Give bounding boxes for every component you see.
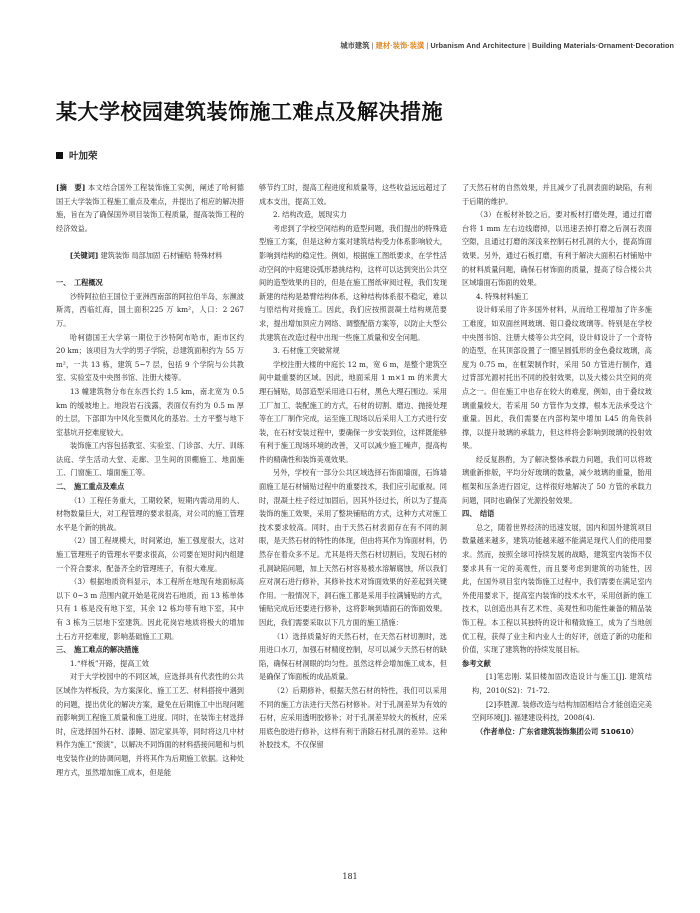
subsection-heading: 3. 石材施工突破常规 <box>273 346 340 356</box>
square-bullet-icon <box>56 152 63 159</box>
paragraph: 经反复斟酌，为了解决整体承载力问题，我们可以将玻璃重新排版，平均分好玻璃的数量，减少玻璃的重量，胎用框架和压条进行固定，这样很好地解决了 50 方管的承载力问题，同时也确保了光源投射效果。 <box>462 454 652 505</box>
journal-header: 城市建筑 | 建材·装饰·装潢 | Urbanism And Architecture | Building Materials·Ornament·Decoration <box>340 41 674 50</box>
header-section-2: 建材·装饰·装潢 <box>375 41 425 50</box>
paragraph: 设计师采用了许多国外材料，从而给工程增加了许多施工难度，如双面丝网玻璃、钼口叠纹玻璃等。特别是在学校中央图书馆、注册大楼等公共空间，设计师设计了一个奇特的造型，在其顶部设置了一圈呈圆弧形的金色叠纹玻璃，高度为 0.75 m，在框架制作时，采用 50 方管进行制作，通过背部光源衬托出不同的投射效果，以及大楼公共空间的亮点之一。但在施工中也存在较大的难度，例如，由于叠纹玻璃重量较大，若采用 50 方管作为支撑，根本无法承受这个重量。因此，我们需要在内部构架中增加 L45 的角铁斜撑，以提升玻璃的承载力，但这样将会影响到玻璃的投射效果。 <box>462 305 652 451</box>
article-title: 某大学校园建筑装饰施工难点及解决措施 <box>56 100 443 124</box>
paragraph: 另外，学校有一部分公共区域选择石饰面墙面，石饰墙面施工是石材铺贴过程中的重要技术，我们应引起重视。同时，混凝土柱子经过加固后，因其外径过长，所以为了提高装饰的施工效果，采用了整块铺贴的方式，这种方式对施工技术要求较高。同时，由于天然石材表面存在有不同的洞眼，是天然石材的特性的体现，但由将其作为饰面材料，仍然存在着众多不足。尤其是将天然石材切割后，发现石材的孔洞缺陷问题，加上天然石材容易被水溶解腐蚀，所以我们应对洞石进行修补，其修补技术对饰面效果的好差起到关键作用。一般情况下，洞石施工都是采用手拉满铺贴的方式，铺贴完成后还要进行修补，这将影响到墙面石的饰面效果。因此，我们需要采取以下几方面的施工措施： <box>259 468 447 627</box>
column-3 <box>462 181 652 738</box>
column-1-body <box>56 276 244 779</box>
reference-item: [2]李胜源. 装修改造与结构加固相结合才能创造完美空间环境[J]. 福建建设科技，2008(4). <box>472 699 652 723</box>
subsection-heading: 1.“样板”开路，提高工效 <box>70 658 149 668</box>
paragraph: （1）选择质量好的天然石材，在天然石材切割时，选用进口水刀，加强石材精度控制，尽可以减少天然石材的缺陷，确保石材洞眼的均匀性。虽然这样会增加施工成本，但是确保了饰面板的成品质量。 <box>259 631 447 682</box>
keywords <box>56 249 244 263</box>
paragraph: 哈柯德国王大学第一期位于沙特阿布哈市，距市区约 20 km；该项目为大学的男子学院，总建筑面积约为 55 万 m²，一共 13 栋，建筑 5~7 层，包括 9 个学院与公共教室、实验室及中央图书馆、注册大楼等。 <box>56 332 244 383</box>
author-affiliation: （作者单位：广东省建筑装饰集团公司 510610） <box>476 726 638 736</box>
abstract-label: [摘 要] <box>56 183 86 192</box>
column-2 <box>259 181 447 752</box>
paragraph: （1）工程任务重大，工期较紧，短期内需动用的人、材物数量巨大，对工程管理的要求很高，对公司的施工管理水平是个新的挑战。 <box>56 495 244 532</box>
column-3-body <box>462 181 652 738</box>
header-section-4: Building Materials·Ornament·Decoration <box>532 41 674 50</box>
section-heading: 三、 施工难点的解决措施 <box>56 645 139 655</box>
paragraph: 13 幢建筑物分布在东西长约 1.5 km，南北宽为 0.5 km 的缓坡地上。地段岩石浅露，表面仅有约为 0.5 m 厚的土层，下部即为中风化至微风化的基岩。土方平整与地下室基坑开挖难度较大。 <box>56 386 244 437</box>
abstract <box>56 181 244 235</box>
author-name: 叶加荣 <box>69 151 98 162</box>
header-section-1: 城市建筑 <box>340 41 370 50</box>
section-heading: 二、 施工重点及难点 <box>56 482 125 492</box>
paragraph: 了天然石材的自然效果，并且减少了孔洞表面的缺陷，有利于后期的维护。 <box>462 183 652 206</box>
subsection-heading: 2. 结构改造，展现实力 <box>273 210 347 220</box>
paragraph: 总之，随着世界经济的迅速发展，国内和国外建筑项目数量越来越多，建筑功能越来越不能满足现代人们的使用要求。然而，按照全球可持续发展的战略，建筑室内装饰不仅要求具有一定的美观性，而且要考虑到建筑的功能性，因此，在国外项目室内装饰施工过程中，我们需要在满足室内外使用要求下，提高室内装饰的技术水平，采用创新的施工技术，以创造出具有艺术性、美观性和功能性兼备的精品装饰工程。本工程以其独特的设计和精致施工，成为了当地创优工程，获得了业主和内业人士的好评，创造了新的功能和价值，实现了建筑物的持续发展目标。 <box>462 522 652 655</box>
paragraph: 够节约工时，提高工程进度和质量等，这些收益远远超过了成本支出，提高工效。 <box>259 183 447 206</box>
page-number: 181 <box>342 872 358 881</box>
paragraph: 沙特阿拉伯王国位于亚洲西南部的阿拉伯半岛，东濒波斯湾，西临红海，国土面积225 万 km²，人口：2 267 万。 <box>56 291 244 328</box>
header-section-3: Urbanism And Architecture <box>430 41 526 50</box>
paragraph: 装饰施工内容包括教室、实验室、门诊部、大厅、训练法庭、学生活动大堂、走廊、卫生间的顶棚施工、地面施工、门窗施工、墙面施工等。 <box>56 441 244 478</box>
section-heading: 一、 工程概况 <box>56 278 103 288</box>
section-heading: 四、 结语 <box>462 509 495 519</box>
section-heading: 参考文献 <box>462 658 491 668</box>
reference-item: [1]笔忠刚. 某旧楼加固改造设计与施工[J]. 建筑结构，2010(S2)：71-72. <box>472 672 652 695</box>
paragraph: （3）在板材补胶之后，要对板材打磨处理，通过打磨台将 1 mm 左右边线磨掉，以迅速丢掉打磨之后洞石表面空隙，且通过打磨的深浅来控制石材孔洞的大小，提高饰面效果。另外，通过石板打磨，有利于解决大面积石材铺贴中的材料质量问题，确保石材饰面的质量，提高了综合楼公共区域墙面石饰面的效果。 <box>462 210 652 288</box>
paragraph: 学校注册大楼的中庭长 12 m，宽 6 m，是整个建筑空间中最重要的区域。因此，地面采用 1 m×1 m 的米黄大理石铺贴，局部造型采用进口石材，黑色大理石围边。采用工厂加工、装配施工的方式，石材的切割、磨边、抛接处理等在工厂制作完成，运至施工现场以后采用人工方式进行安装，在石材安装过程中，要确保一步安装到位，这样既能够有利于施工现场环境的改善，又可以减少施工噪声，提高构件的精确性和装饰美观效果。 <box>259 359 447 464</box>
paragraph: （3）根据地质资料显示，本工程所在地现有地面标高以下 0~3 m 范围内就开始是花岗岩石地质，而 13 栋单体只有 1 栋是没有地下室，其余 12 栋均带有地下室，其中有 3 栋为三层地下室建筑。因此花岗岩地质将极大的增加土石方开挖难度，影响基础施工工期。 <box>56 577 244 641</box>
paragraph: 对于大学校园中的不同区域，应选择具有代表性的公共区域作为样板段，为方案深化、施工工艺、材料搭接中遇到的问题，提出优化的解决方案，避免在后期施工中出现问题而影响到工程施工质量和施工进度。同时，在装饰主材选择时，应选择国外石材、漆睡、固定家具等，同时将这几中材料作为施工“预演”，以解决不同饰面的材料搭接问题和与机电安装作业的协调问题，并将其作为后期施工依据。这种处理方式，虽然增加施工成本，但是能 <box>56 672 244 777</box>
paragraph: 考虑到了学校空间结构的造型问题，我们提出的特殊造型施工方案，但是这种方案对建筑结构受力体系影响较大，影响到结构的稳定性。例如，根据施工图纸要求，在学性活动空间的中庭建设弧形悬挑结构，这样可以达到突出公共空间的造型效果的目的，但是在施工图纸审阅过程，我们发现新建的结构是悬臂结构体系，这种结构体系很不稳定，难以与原结构对接施工。因此，我们应按照混凝土结构规范要求，提出增加顶应力网络、调整配筋方案等，以防止大型公共建筑在改造过程中出现一些施工质量和安全问题。 <box>259 223 447 342</box>
abstract-text: 本文结合国外工程装饰施工实例，阐述了哈柯德国王大学装饰工程施工重点及难点，并提出了相应的解决措施，旨在为了确保国外项目装饰工程质量，提高装饰工程的经济效益。 <box>56 183 244 233</box>
author-line <box>56 148 98 162</box>
keywords-text: 建筑装饰 局部加固 石材铺贴 特殊材料 <box>100 250 223 260</box>
paragraph: （2）后期修补，根据天然石材的特性，我们可以采用不同的施工方法进行天然石材修补。对于孔洞差异为有效的石材，应采用透明胶修补；对于孔洞差异较大的板材，应采用底色胶进行修补，这样有利于消除石材孔洞的差异。这种补胶技术，不仅保留 <box>259 685 447 750</box>
paragraph: （2）国工程规模大，时间紧迫，施工强度很大，这对施工管理班子的管理水平要求很高，公司要在短时间内组建一个符合要求，配备齐全的管理班子，有很大难度。 <box>56 536 244 573</box>
keywords-label: [关键词] <box>70 250 99 260</box>
subsection-heading: 4. 特殊材料施工 <box>476 291 529 301</box>
column-1 <box>56 181 244 779</box>
column-2-body <box>259 181 447 752</box>
